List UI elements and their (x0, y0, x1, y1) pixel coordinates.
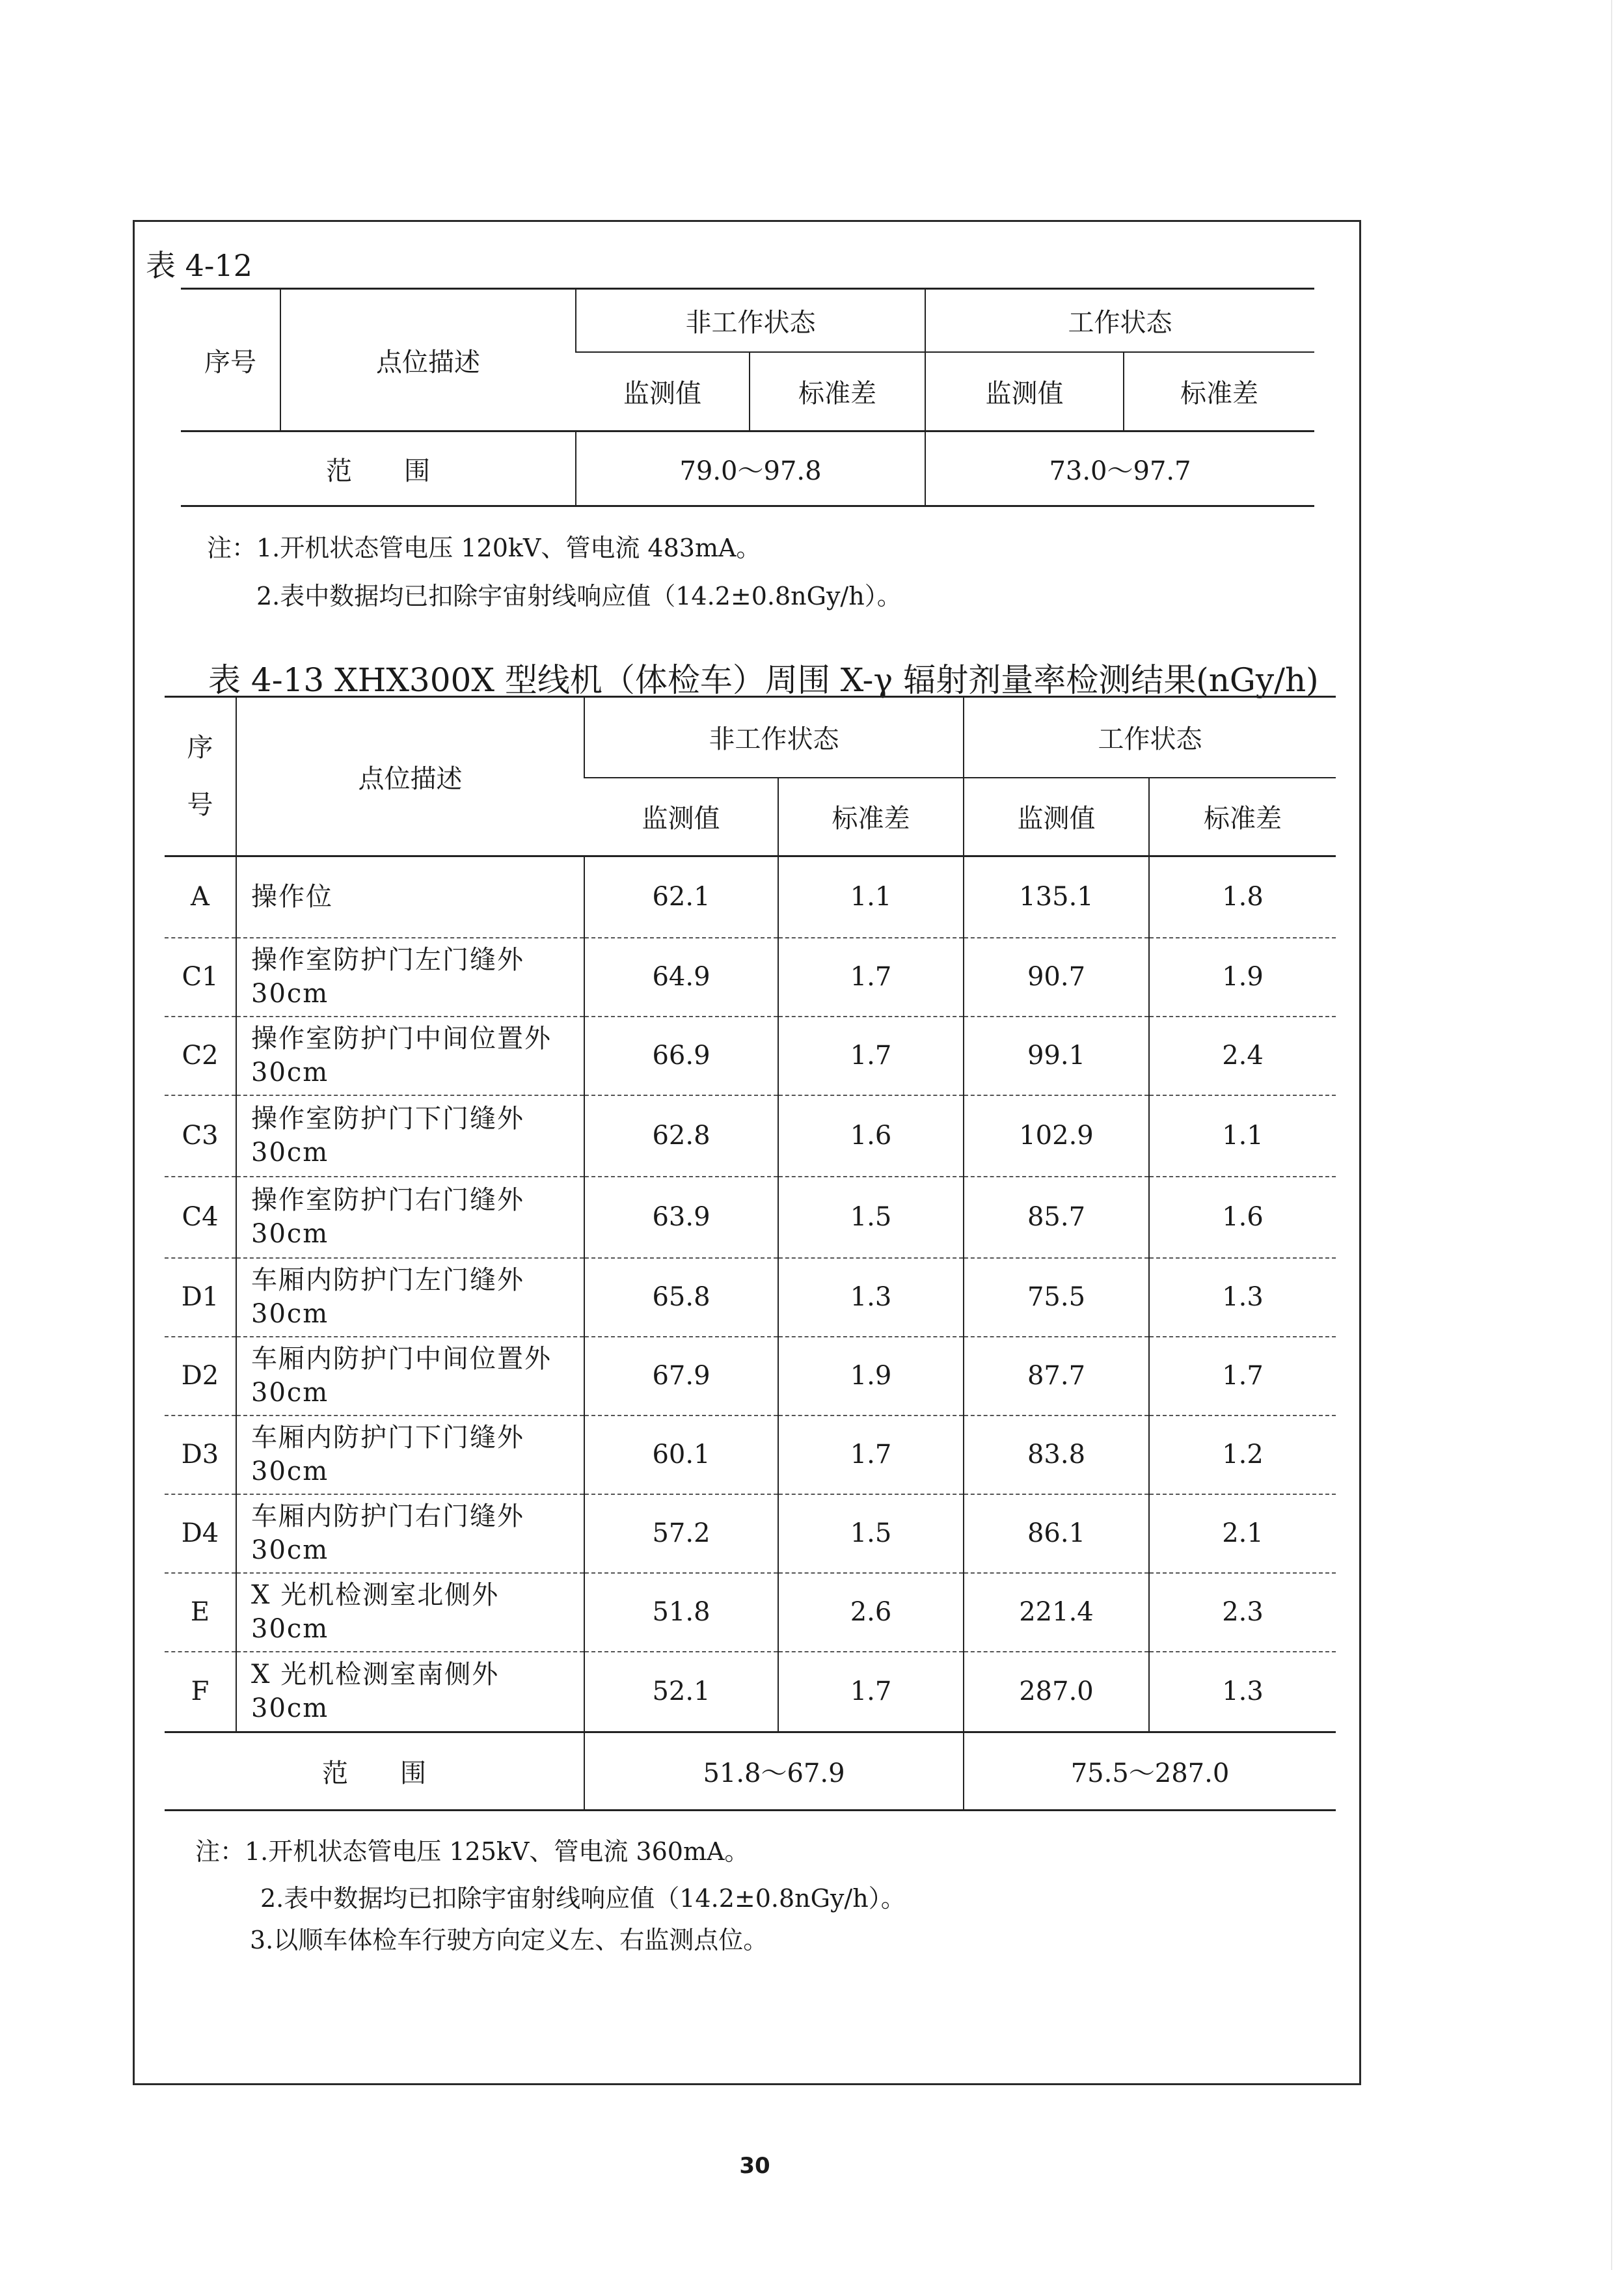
header-work-stddev: 标准差 (1149, 778, 1336, 856)
row-desc: X 光机检测室北侧外 30cm (236, 1573, 584, 1652)
row-desc: 车厢内防护门左门缝外 30cm (236, 1258, 584, 1337)
row-nonwork-stddev: 1.7 (778, 1652, 964, 1732)
row-desc: 车厢内防护门右门缝外 30cm (236, 1494, 584, 1573)
row-nonwork-stddev: 1.5 (778, 1494, 964, 1573)
table-row (165, 1095, 1336, 1177)
row-id: A (165, 856, 236, 938)
header-nonwork: 非工作状态 (584, 697, 964, 778)
table-4-13 (165, 696, 1336, 1811)
row-nonwork-measured: 60.1 (584, 1415, 778, 1494)
row-id: C4 (165, 1177, 236, 1258)
row-work-stddev: 1.8 (1149, 856, 1336, 938)
row-nonwork-measured: 66.9 (584, 1017, 778, 1095)
table-row (165, 1337, 1336, 1415)
row-work-measured: 135.1 (964, 856, 1149, 938)
table-4-12 (181, 288, 1314, 507)
row-work-measured: 86.1 (964, 1494, 1149, 1573)
range-row (165, 1732, 1336, 1811)
row-id: D1 (165, 1258, 236, 1337)
row-work-stddev: 1.2 (1149, 1415, 1336, 1494)
row-desc: 操作室防护门下门缝外 30cm (236, 1095, 584, 1177)
table-4-13-note-2: 2.表中数据均已扣除宇宙射线响应值（14.2±0.8nGy/h）。 (260, 1884, 906, 1913)
row-nonwork-stddev: 1.3 (778, 1258, 964, 1337)
row-nonwork-stddev: 1.1 (778, 856, 964, 938)
range-work: 75.5～287.0 (964, 1732, 1336, 1811)
row-nonwork-measured: 62.1 (584, 856, 778, 938)
table-row (165, 856, 1336, 938)
row-work-measured: 221.4 (964, 1573, 1149, 1652)
table-4-13-title: 表 4-13 XHX300X 型线机（体检车）周围 X-γ 辐射剂量率检测结果(nGy/h) (208, 661, 1319, 699)
header-work-stddev: 标准差 (1124, 352, 1314, 431)
row-work-stddev: 2.3 (1149, 1573, 1336, 1652)
row-work-stddev: 2.1 (1149, 1494, 1336, 1573)
row-work-stddev: 1.7 (1149, 1337, 1336, 1415)
row-nonwork-measured: 52.1 (584, 1652, 778, 1732)
table-row (165, 1415, 1336, 1494)
table-header-row (181, 289, 1314, 352)
row-nonwork-measured: 63.9 (584, 1177, 778, 1258)
row-work-stddev: 1.1 (1149, 1095, 1336, 1177)
row-nonwork-stddev: 1.7 (778, 1017, 964, 1095)
range-nonwork: 51.8～67.9 (584, 1732, 964, 1811)
row-nonwork-measured: 65.8 (584, 1258, 778, 1337)
table-4-13-note-1: 注：1.开机状态管电压 125kV、管电流 360mA。 (195, 1837, 750, 1866)
row-work-stddev: 1.3 (1149, 1258, 1336, 1337)
table-4-12-note-1: 注：1.开机状态管电压 120kV、管电流 483mA。 (207, 534, 761, 562)
table-row (165, 938, 1336, 1017)
row-desc: 车厢内防护门下门缝外 30cm (236, 1415, 584, 1494)
header-seq-char-2: 号 (187, 790, 213, 820)
row-work-stddev: 1.9 (1149, 938, 1336, 1017)
row-work-measured: 85.7 (964, 1177, 1149, 1258)
row-work-measured: 75.5 (964, 1258, 1149, 1337)
row-id: D2 (165, 1337, 236, 1415)
row-id: D4 (165, 1494, 236, 1573)
row-desc: 操作室防护门右门缝外 30cm (236, 1177, 584, 1258)
page-number: 30 (739, 2153, 770, 2179)
row-nonwork-stddev: 1.6 (778, 1095, 964, 1177)
table-4-12-label: 表 4-12 (146, 248, 252, 283)
header-nonwork-measured: 监测值 (642, 804, 720, 834)
range-label: 范 围 (165, 1732, 584, 1811)
row-work-measured: 99.1 (964, 1017, 1149, 1095)
header-desc: 点位描述 (236, 697, 584, 856)
row-work-stddev: 1.3 (1149, 1652, 1336, 1732)
range-row (181, 431, 1314, 506)
row-id: E (165, 1573, 236, 1652)
table-row (165, 1494, 1336, 1573)
row-id: C2 (165, 1017, 236, 1095)
table-4-12-note-2: 2.表中数据均已扣除宇宙射线响应值（14.2±0.8nGy/h）。 (256, 582, 902, 610)
row-work-stddev: 2.4 (1149, 1017, 1336, 1095)
header-seq: 序号 (204, 347, 256, 377)
header-work: 工作状态 (964, 697, 1336, 778)
header-work-measured: 监测值 (925, 352, 1124, 431)
header-work: 工作状态 (925, 289, 1314, 352)
row-work-measured: 83.8 (964, 1415, 1149, 1494)
row-nonwork-stddev: 1.7 (778, 938, 964, 1017)
row-work-measured: 102.9 (964, 1095, 1149, 1177)
table-row (165, 1573, 1336, 1652)
header-seq (165, 697, 236, 856)
table-row (165, 1017, 1336, 1095)
row-id: C1 (165, 938, 236, 1017)
table-row (165, 1258, 1336, 1337)
header-nonwork-measured: 监测值 (623, 378, 701, 409)
scan-edge-line (1611, 0, 1612, 2270)
table-row (165, 1652, 1336, 1732)
row-nonwork-measured: 64.9 (584, 938, 778, 1017)
row-work-measured: 90.7 (964, 938, 1149, 1017)
row-nonwork-stddev: 1.7 (778, 1415, 964, 1494)
header-work-measured: 监测值 (964, 778, 1149, 856)
table-row (165, 1177, 1336, 1258)
row-nonwork-measured: 67.9 (584, 1337, 778, 1415)
row-nonwork-stddev: 1.5 (778, 1177, 964, 1258)
row-id: D3 (165, 1415, 236, 1494)
header-nonwork: 非工作状态 (576, 289, 925, 352)
row-nonwork-stddev: 1.9 (778, 1337, 964, 1415)
table-header-row (165, 697, 1336, 778)
row-nonwork-stddev: 2.6 (778, 1573, 964, 1652)
row-nonwork-measured: 51.8 (584, 1573, 778, 1652)
row-nonwork-measured: 57.2 (584, 1494, 778, 1573)
row-work-stddev: 1.6 (1149, 1177, 1336, 1258)
row-desc: X 光机检测室南侧外 30cm (236, 1652, 584, 1732)
table-4-13-note-3: 3.以顺车体检车行驶方向定义左、右监测点位。 (250, 1926, 768, 1954)
row-id: F (165, 1652, 236, 1732)
row-work-measured: 287.0 (964, 1652, 1149, 1732)
row-id: C3 (165, 1095, 236, 1177)
header-seq-char-1: 序 (187, 733, 213, 763)
range-nonwork: 79.0～97.8 (576, 431, 925, 506)
range-work: 73.0～97.7 (925, 431, 1314, 506)
row-desc: 车厢内防护门中间位置外 30cm (236, 1337, 584, 1415)
header-nonwork-stddev: 标准差 (778, 778, 964, 856)
header-nonwork-stddev: 标准差 (750, 352, 925, 431)
range-label: 范 围 (181, 431, 576, 506)
row-desc: 操作室防护门中间位置外 30cm (236, 1017, 584, 1095)
row-desc: 操作位 (236, 856, 584, 938)
row-desc: 操作室防护门左门缝外 30cm (236, 938, 584, 1017)
row-work-measured: 87.7 (964, 1337, 1149, 1415)
header-desc: 点位描述 (280, 289, 576, 431)
row-nonwork-measured: 62.8 (584, 1095, 778, 1177)
